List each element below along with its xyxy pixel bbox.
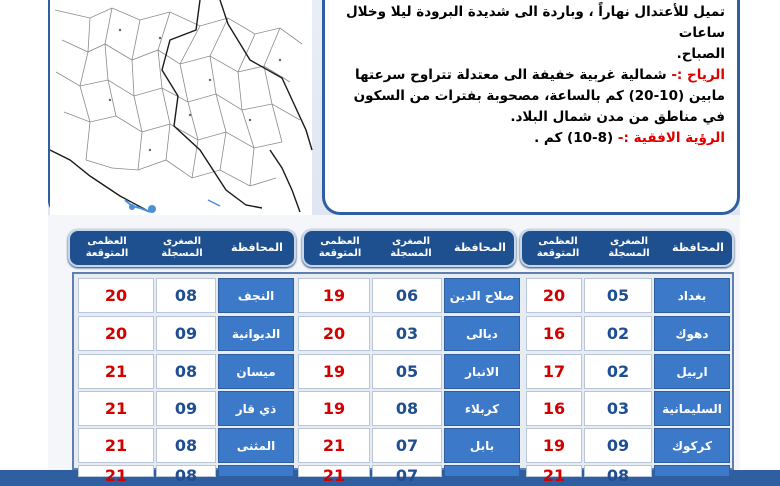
province-cell: بابل	[444, 428, 520, 463]
province-cell: كركوك	[654, 428, 730, 463]
min-temp-cell: 09	[584, 428, 652, 463]
province-cell: السليمانية	[654, 391, 730, 426]
province-cell: الديوانية	[218, 316, 294, 351]
table-header-group-3	[68, 229, 296, 267]
partial-row-cell: 08	[156, 465, 216, 477]
visibility-label: الرؤية الافقية :-	[617, 130, 725, 146]
partial-row-cell: 21	[298, 465, 370, 477]
province-cell: صلاح الدين	[444, 278, 520, 313]
min-temp-cell: 08	[156, 354, 216, 389]
province-cell: ميسان	[218, 354, 294, 389]
max-temp-cell: 16	[526, 316, 582, 351]
max-temp-cell: 19	[526, 428, 582, 463]
max-temp-cell: 17	[526, 354, 582, 389]
max-temp-cell: 19	[298, 354, 370, 389]
max-temp-cell: 21	[298, 428, 370, 463]
table-header-group-2	[302, 229, 516, 267]
min-temp-cell: 09	[156, 316, 216, 351]
winds-text: شمالية غربية خفيفة الى معتدلة تتراوح سرعتها مابين (10-20) كم بالساعة، مصحوبة بفترات من السكون في مناطق من مدن شمال البلاد.	[353, 67, 725, 125]
max-temp-cell: 21	[78, 391, 154, 426]
partial-province-cell	[218, 465, 294, 477]
partial-row-cell: 21	[526, 465, 582, 477]
min-temp-cell: 03	[584, 391, 652, 426]
min-temp-cell: 07	[372, 428, 442, 463]
right-margin	[740, 0, 780, 470]
min-temp-cell: 02	[584, 354, 652, 389]
max-temp-cell: 21	[78, 428, 154, 463]
header-max: العظمى المتوقعة	[536, 236, 580, 259]
winds-label: الرياح :-	[671, 67, 725, 83]
forecast-text-panel	[322, 0, 740, 215]
max-temp-cell: 20	[78, 316, 154, 351]
province-cell: دهوك	[654, 316, 730, 351]
min-temp-cell: 09	[156, 391, 216, 426]
max-temp-cell: 19	[298, 278, 370, 313]
winds-paragraph	[335, 65, 725, 128]
min-temp-cell: 08	[156, 428, 216, 463]
header-max: العظمى المتوقعة	[85, 236, 129, 259]
max-temp-cell: 20	[78, 278, 154, 313]
forecast-line-2: الصباح.	[676, 46, 725, 62]
partial-row-cell: 21	[78, 465, 154, 477]
min-temp-cell: 03	[372, 316, 442, 351]
temperature-grid	[72, 272, 734, 485]
province-cell: ديالى	[444, 316, 520, 351]
max-temp-cell: 21	[78, 354, 154, 389]
min-temp-cell: 05	[584, 278, 652, 313]
min-temp-cell: 05	[372, 354, 442, 389]
iraq-map	[50, 0, 312, 215]
min-temp-cell: 08	[372, 391, 442, 426]
province-cell: الانبار	[444, 354, 520, 389]
min-temp-cell: 02	[584, 316, 652, 351]
max-temp-cell: 19	[298, 391, 370, 426]
min-temp-cell: 08	[156, 278, 216, 313]
max-temp-cell: 16	[526, 391, 582, 426]
province-cell: المثنى	[218, 428, 294, 463]
partial-province-cell	[654, 465, 730, 477]
province-cell: بغداد	[654, 278, 730, 313]
table-header-group-1	[520, 229, 734, 267]
header-min: الصغرى المسجلة	[608, 236, 650, 259]
province-cell: اربيل	[654, 354, 730, 389]
left-margin	[0, 0, 48, 470]
province-cell: النجف	[218, 278, 294, 313]
header-max: العظمى المتوقعة	[318, 236, 362, 259]
header-min: الصغرى المسجلة	[161, 236, 203, 259]
min-temp-cell: 06	[372, 278, 442, 313]
forecast-line-1: تميل للأعتدال نهاراً ، وباردة الى شديدة البرودة ليلا وخلال ساعات	[345, 4, 725, 41]
header-province: المحافظة	[672, 241, 724, 254]
header-min: الصغرى المسجلة	[390, 236, 432, 259]
visibility-text: (8-10) كم .	[534, 130, 614, 146]
map-panel	[48, 0, 310, 215]
max-temp-cell: 20	[526, 278, 582, 313]
header-province: المحافظة	[454, 241, 506, 254]
visibility-paragraph	[335, 128, 725, 149]
max-temp-cell: 20	[298, 316, 370, 351]
province-cell: ذي قار	[218, 391, 294, 426]
province-cell: كربلاء	[444, 391, 520, 426]
partial-row-cell: 07	[372, 465, 442, 477]
header-province: المحافظة	[231, 241, 283, 254]
partial-province-cell	[444, 465, 520, 477]
partial-row-cell: 08	[584, 465, 652, 477]
